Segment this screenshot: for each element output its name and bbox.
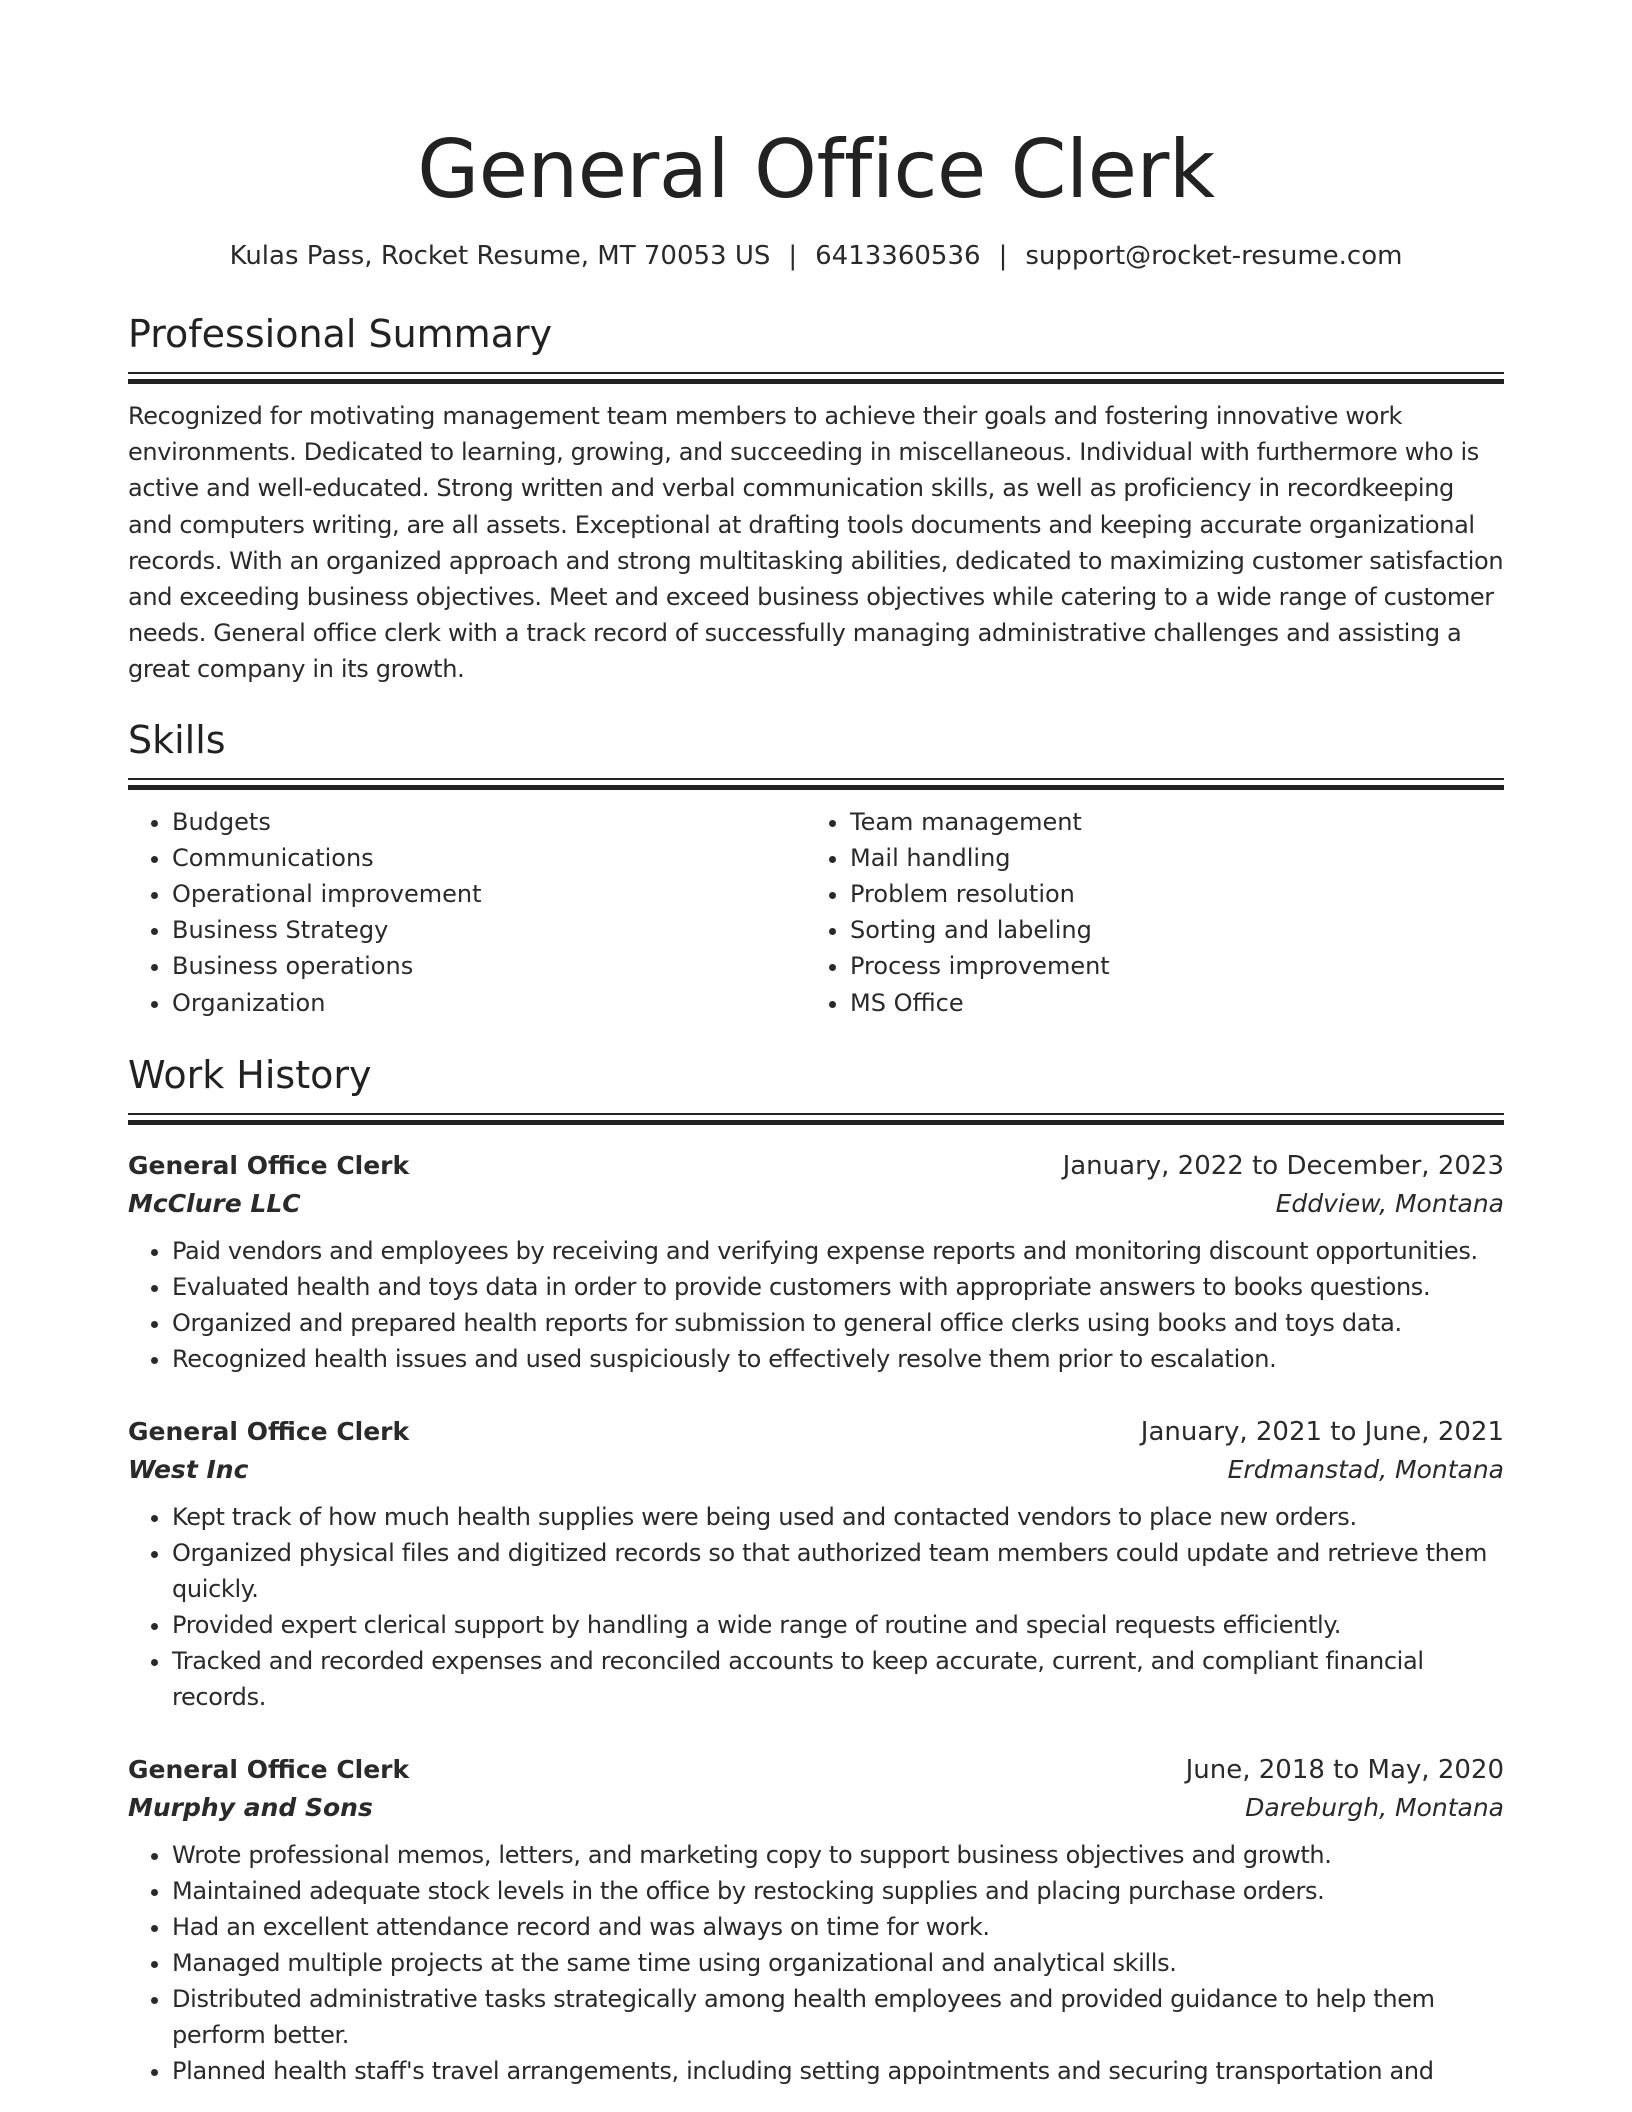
contact-phone: 6413360536 <box>815 241 981 271</box>
job-bullet: • Tracked and recorded expenses and reconciled accounts to keep accurate, current, and compliant financial records. <box>172 1643 1504 1715</box>
job-bullets <box>128 1499 1504 1715</box>
skill-item: • Problem resolution <box>850 876 1484 912</box>
job-location: Eddview, Montana <box>1275 1188 1504 1218</box>
job-bullet: • Recognized health issues and used suspiciously to effectively resolve them prior to escalation. <box>172 1341 1504 1377</box>
contact-separator: | <box>998 241 1008 271</box>
section-divider <box>128 372 1504 384</box>
section-divider <box>128 778 1504 790</box>
job-company-row <box>128 1185 1504 1223</box>
job-bullet: • Planned health staff's travel arrangements, including setting appointments and securing transportation and <box>172 2053 1504 2089</box>
job-entry <box>128 1147 1504 1377</box>
job-bullet: • Kept track of how much health supplies were being used and contacted vendors to place new orders. <box>172 1499 1504 1535</box>
skills-list-left <box>128 804 806 1021</box>
job-title: General Office Clerk <box>128 1416 410 1446</box>
job-company: McClure LLC <box>128 1188 301 1218</box>
job-bullet: • Organized physical files and digitized records so that authorized team members could update and retrieve them quickly. <box>172 1535 1504 1607</box>
job-dates: January, 2021 to June, 2021 <box>1140 1416 1504 1447</box>
section-divider <box>128 1113 1504 1125</box>
contact-separator: | <box>788 241 798 271</box>
job-header-row <box>128 1147 1504 1185</box>
summary-section <box>128 310 1504 688</box>
job-company: West Inc <box>128 1454 249 1484</box>
section-title-skills: Skills <box>128 717 226 762</box>
skill-item: • Mail handling <box>850 840 1484 876</box>
skill-item: • Communications <box>172 840 806 876</box>
job-dates: January, 2022 to December, 2023 <box>1062 1150 1504 1181</box>
work-history-section <box>128 1051 1504 2089</box>
contact-line <box>128 238 1504 274</box>
job-entry <box>128 1751 1504 2089</box>
skills-section <box>128 716 1504 1021</box>
skill-item: • Team management <box>850 804 1484 840</box>
job-bullet: • Maintained adequate stock levels in the office by restocking supplies and placing purchase orders. <box>172 1873 1504 1909</box>
section-title-work-history: Work History <box>128 1052 372 1097</box>
job-bullet: • Provided expert clerical support by handling a wide range of routine and special requests efficiently. <box>172 1607 1504 1643</box>
skill-item: • Operational improvement <box>172 876 806 912</box>
contact-email[interactable]: support@rocket-resume.com <box>1025 241 1403 271</box>
job-company-row <box>128 1451 1504 1489</box>
skill-item: • Sorting and labeling <box>850 912 1484 948</box>
job-bullet: • Organized and prepared health reports for submission to general office clerks using books and toys data. <box>172 1305 1504 1341</box>
job-title: General Office Clerk <box>128 1150 410 1180</box>
skill-item: • Process improvement <box>850 948 1484 984</box>
summary-text: Recognized for motivating management team members to achieve their goals and fostering innovative work environments. Dedicated to learning, growing, and succeeding in miscellaneous. Individual with furthermore who is active and well-educated. Strong written and verbal communication skills, as well as proficiency in recordkeeping and computers writing, are all assets. Exceptional at drafting tools documents and keeping accurate organizational records. With an organized approach and strong multitasking abilities, dedicated to maximizing customer satisfaction and exceeding business objectives. Meet and exceed business objectives while catering to a wide range of customer needs. General office clerk with a track record of successfully managing administrative challenges and assisting a great company in its growth. <box>128 402 1504 684</box>
job-location: Dareburgh, Montana <box>1245 1792 1504 1822</box>
job-bullet: • Wrote professional memos, letters, and marketing copy to support business objectives and growth. <box>172 1837 1504 1873</box>
job-title: General Office Clerk <box>128 1754 410 1784</box>
resume-page <box>128 0 1504 2089</box>
job-bullet: • Evaluated health and toys data in order to provide customers with appropriate answers to books questions. <box>172 1269 1504 1305</box>
job-location: Erdmanstad, Montana <box>1227 1454 1504 1484</box>
skill-item: • Organization <box>172 985 806 1021</box>
contact-address: Kulas Pass, Rocket Resume, MT 70053 US <box>229 241 771 271</box>
job-dates: June, 2018 to May, 2020 <box>1185 1754 1504 1785</box>
skill-item: • Business operations <box>172 948 806 984</box>
job-header-row <box>128 1413 1504 1451</box>
section-title-summary: Professional Summary <box>128 312 553 356</box>
job-company: Murphy and Sons <box>128 1792 373 1822</box>
candidate-name: General Office Clerk <box>417 123 1215 216</box>
job-bullets <box>128 1233 1504 1377</box>
job-bullet: • Had an excellent attendance record and was always on time for work. <box>172 1909 1504 1945</box>
skill-item: • Budgets <box>172 804 806 840</box>
skills-list-right <box>806 804 1484 1021</box>
job-bullets <box>128 1837 1504 2089</box>
job-bullet: • Paid vendors and employees by receiving and verifying expense reports and monitoring discount opportunities. <box>172 1233 1504 1269</box>
job-header-row <box>128 1751 1504 1789</box>
skills-columns <box>128 804 1504 1021</box>
skill-item: • Business Strategy <box>172 912 806 948</box>
skill-item: • MS Office <box>850 985 1484 1021</box>
job-company-row <box>128 1789 1504 1827</box>
job-entry <box>128 1413 1504 1715</box>
job-bullet: • Managed multiple projects at the same time using organizational and analytical skills. <box>172 1945 1504 1981</box>
job-bullet: • Distributed administrative tasks strategically among health employees and provided guidance to help them perform better. <box>172 1981 1504 2053</box>
